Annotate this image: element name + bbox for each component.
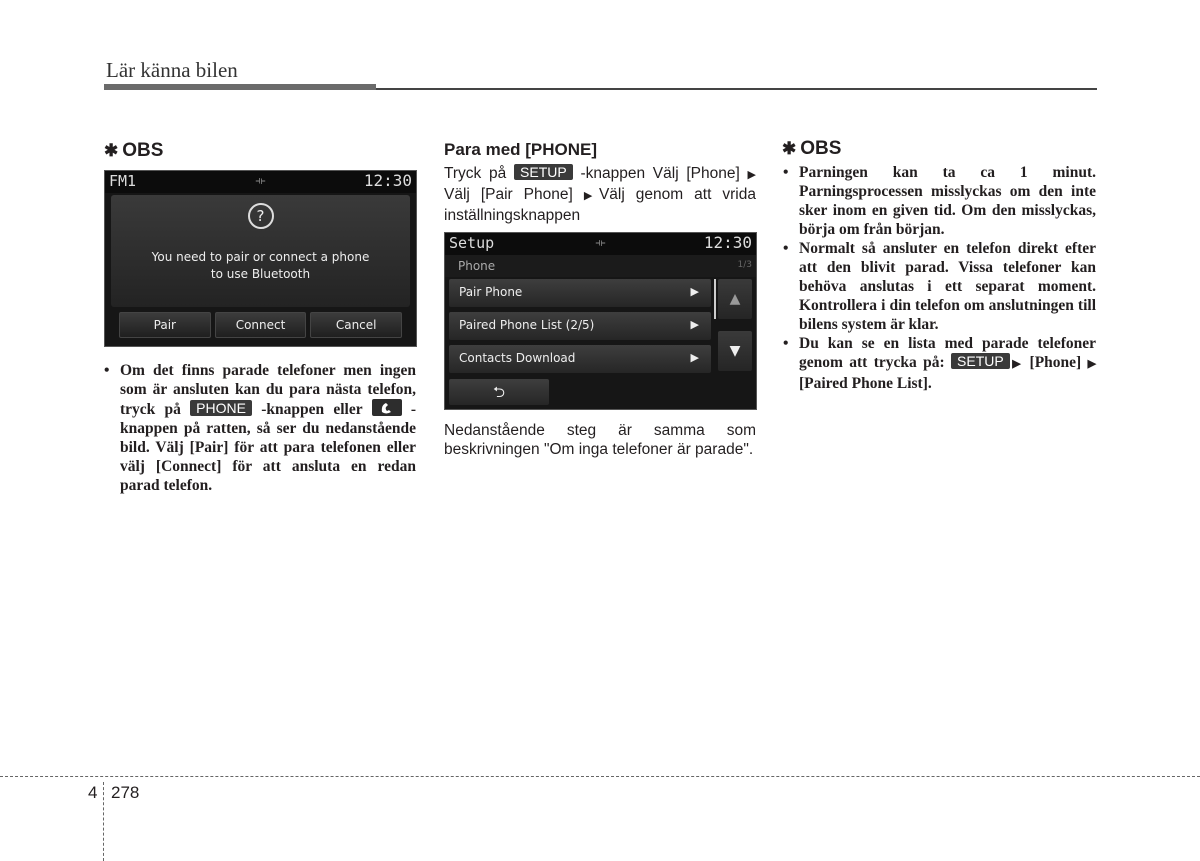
- right-bullet3-text: Du kan se en lista med parade telefoner genom att trycka på:: [799, 335, 1096, 371]
- intro-text-2: -knappen Välj [Phone]: [580, 165, 740, 182]
- dialog-message: [111, 249, 410, 283]
- arrow-right-icon: ▶: [690, 285, 699, 298]
- setup-status-bar: [445, 233, 756, 255]
- setup-phone-screen: [444, 232, 757, 410]
- menu-item-paired-phone-list[interactable]: [449, 312, 711, 340]
- usb-icon: ⟛: [255, 174, 266, 187]
- intro-text-1: Tryck på: [444, 165, 507, 182]
- back-button[interactable]: [449, 379, 549, 405]
- right-bullet-item: [783, 334, 1096, 393]
- setup-title: Setup: [449, 234, 495, 252]
- setup-key-chip: SETUP: [514, 164, 573, 180]
- header-rule-thick: [104, 84, 376, 90]
- pair-button[interactable]: Pair: [119, 312, 211, 338]
- middle-outro: Nedanstående steg är samma som beskrivningen "Om inga telefoner är parade".: [444, 422, 756, 458]
- menu-item-label: Paired Phone List (2/5): [459, 318, 595, 332]
- setup-clock: 12:30: [703, 233, 752, 252]
- left-obs-heading: [104, 140, 163, 162]
- left-bullet-block: [104, 361, 416, 495]
- footer-vertical-rule: [103, 782, 104, 861]
- setup-subheader: [445, 255, 756, 277]
- middle-heading: Para med [PHONE]: [444, 140, 598, 159]
- left-bullet-text-1: Om det finns parade telefoner men ingen som är ansluten kan du para nästa telefon, tryck på: [120, 362, 416, 418]
- right-bullet3-post: [Paired Phone List].: [799, 375, 932, 392]
- screen-clock: 12:30: [363, 171, 412, 190]
- right-bullet3-phone: [Phone]: [1029, 354, 1082, 371]
- left-bullet-text-2: -knappen eller: [261, 401, 363, 418]
- page-header-title: Lär känna bilen: [106, 58, 238, 82]
- left-obs-title: OBS: [122, 140, 164, 161]
- intro-text-3: Välj [Pair Phone]: [444, 186, 573, 203]
- menu-item-pair-phone[interactable]: [449, 279, 711, 307]
- setup-subtitle: Phone: [458, 259, 496, 273]
- menu-item-contacts-download[interactable]: [449, 345, 711, 373]
- cancel-button[interactable]: Cancel: [310, 312, 402, 338]
- call-button-icon: [372, 399, 402, 416]
- screen-status-bar: [105, 171, 416, 193]
- connect-button[interactable]: Connect: [215, 312, 307, 338]
- right-bullet-item: • Parningen kan ta ca 1 minut. Parningsprocessen misslyckas om den inte sker inom en given tid. Om den misslyckas, börja om från början.: [783, 163, 1096, 239]
- arrow-icon: ▶: [747, 169, 757, 181]
- dialog-message-line2: to use Bluetooth: [210, 267, 311, 281]
- left-bullet-text-3: -knappen på ratten, så ser du nedanstående bild. Välj [Pair] för att para telefonen eller välj [Connect] för att ansluta en redan parad telefon.: [120, 401, 417, 494]
- right-bullet-block: [783, 163, 1096, 393]
- question-icon: ?: [248, 203, 274, 229]
- right-bullet-item: • Normalt så ansluter en telefon direkt efter att den blivit parad. Vissa telefoner kan behöva anslutas i ett separat moment. Kontrollera i din telefon om anslutningen till bilens system är klar.: [783, 239, 1096, 334]
- dialog-message-line1: You need to pair or connect a phone: [151, 250, 370, 264]
- right-obs-heading: [782, 138, 841, 160]
- dialog-buttons: [119, 312, 402, 338]
- arrow-icon: ▶: [583, 190, 599, 202]
- menu-item-label: Contacts Download: [459, 351, 576, 365]
- phone-key-chip: PHONE: [190, 400, 252, 416]
- screen-source-label: FM1: [109, 172, 137, 190]
- header-rule-thin: [376, 88, 1097, 90]
- scroll-up-button[interactable]: ▲: [718, 279, 752, 319]
- scroll-down-button[interactable]: ▼: [718, 331, 752, 371]
- middle-intro: [444, 164, 756, 225]
- right-obs-title: OBS: [800, 138, 842, 159]
- footer-dashed-rule: [0, 776, 1200, 777]
- bluetooth-pair-screen: [104, 170, 417, 347]
- back-icon: ⮌: [492, 383, 505, 401]
- intro-text-4: Välj genom att vrida inställningsknappen: [444, 186, 756, 224]
- pair-dialog: [111, 195, 410, 307]
- setup-page-indicator: 1/3: [737, 260, 752, 270]
- page-number: 278: [111, 783, 140, 802]
- star-icon: ✱: [104, 141, 119, 160]
- arrow-right-icon: ▶: [690, 351, 699, 364]
- star-icon: ✱: [782, 139, 797, 158]
- arrow-icon: ▶: [1087, 358, 1097, 370]
- arrow-icon: ▶: [1009, 358, 1024, 370]
- left-bullet-item: [104, 361, 416, 495]
- usb-icon: ⟛: [595, 236, 606, 249]
- setup-key-chip: SETUP: [951, 353, 1010, 369]
- scroll-indicator: [714, 279, 716, 319]
- menu-item-label: Pair Phone: [459, 285, 523, 299]
- chapter-number: 4: [88, 783, 98, 802]
- arrow-right-icon: ▶: [690, 318, 699, 331]
